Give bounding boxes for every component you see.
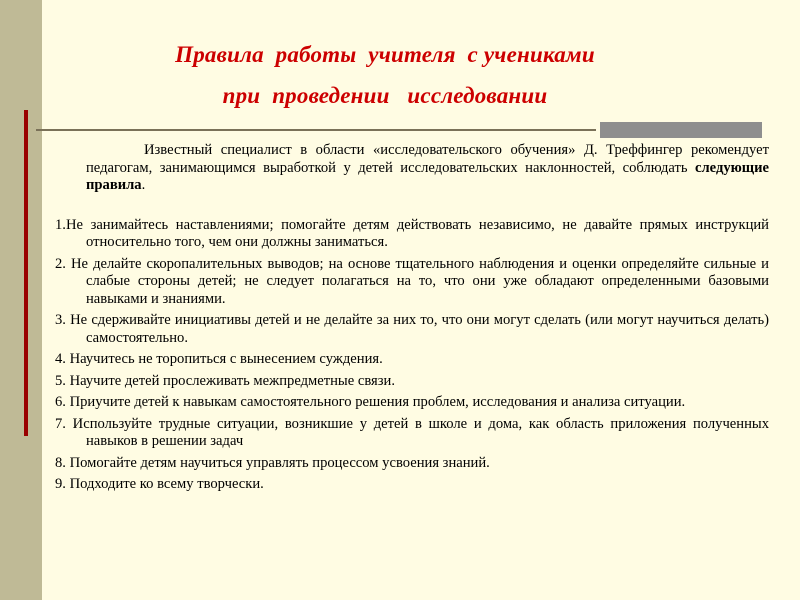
rule-item-2: 2. Не делайте скоропалительных выводов; на основе тщательного наблюдения и оценки определяйте сильные и слабые стороны детей; не следует полагаться на то, что они уже обладают определенными базовыми навыками и знаниями.	[55, 255, 769, 307]
intro-end: .	[141, 177, 146, 193]
slide-title	[60, 34, 710, 116]
rule-item-7: 7. Используйте трудные ситуации, возникшие у детей в школе и дома, как область приложения полученных навыков в решении задач	[55, 415, 769, 449]
left-accent-line	[24, 110, 28, 436]
rule-item-1: 1.Не занимайтесь наставлениями; помогайте детям действовать независимо, не давайте прямых инструкций относительно того, чем они должны заниматься.	[55, 216, 769, 250]
intro-paragraph	[55, 142, 769, 195]
slide-title-line-1: Правила работы учителя с учениками	[175, 42, 595, 67]
intro-text: Известный специалист в области «исследовательского обучения» Д. Треффингер рекомендует педагогам, занимающимся выработкой у детей исследовательских наклонностей, соблюдать	[86, 142, 769, 176]
rule-item-6: 6. Приучите детей к навыкам самостоятельного решения проблем, исследования и анализа ситуации.	[55, 394, 686, 410]
rule-item-4: 4. Научитесь не торопиться с вынесением суждения.	[55, 351, 383, 367]
slide-body	[55, 142, 769, 498]
rules-list	[55, 217, 769, 494]
rule-item-5: 5. Научите детей прослеживать межпредметные связи.	[55, 372, 395, 389]
slide-title-line-2: при проведении исследовании	[222, 83, 548, 108]
intro-bold-phrase: следующие правила	[86, 159, 769, 193]
rule-item-3: 3. Не сдерживайте инициативы детей и не делайте за них то, что они могут сделать (или могут научиться делать) самостоятельно.	[55, 312, 769, 346]
rule-item-9: 9. Подходите ко всему творчески.	[55, 476, 264, 492]
divider-gray-block	[600, 122, 762, 138]
title-divider	[36, 129, 596, 131]
rule-item-8: 8. Помогайте детям научиться управлять процессом усвоения знаний.	[55, 454, 490, 471]
left-decorative-bar	[0, 0, 42, 600]
